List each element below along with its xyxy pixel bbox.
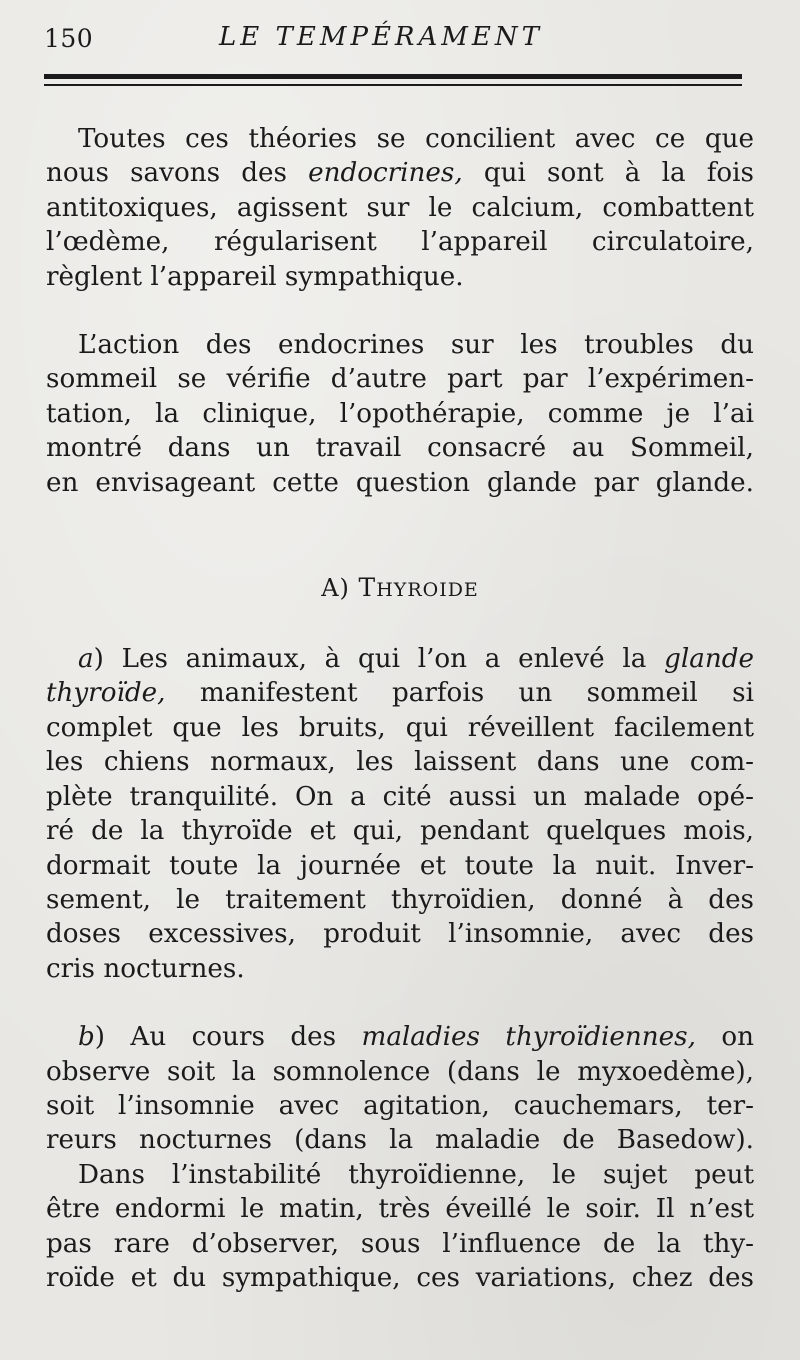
text-line xyxy=(46,642,754,676)
paragraph-5 xyxy=(46,1158,754,1296)
text-line: règlent l’appareil sympathique. xyxy=(46,261,464,292)
text-line: être endormi le matin, très éveillé le soir. Il n’est xyxy=(46,1194,754,1225)
text-line xyxy=(46,156,754,190)
page-header xyxy=(44,20,744,60)
page-number: 150 xyxy=(44,24,94,53)
section-heading-prefix: A) xyxy=(321,574,359,603)
running-title: LE TEMPÉRAMENT xyxy=(219,22,543,52)
paragraph-4 xyxy=(46,1020,754,1158)
text-line: complet que les bruits, qui réveillent facilement xyxy=(46,712,754,743)
section-heading-rest: HYROIDE xyxy=(376,579,479,602)
paragraph-gap xyxy=(46,986,754,1020)
item-letter: b xyxy=(78,1022,95,1053)
text-line: en envisageant cette question glande par glande. xyxy=(46,467,754,498)
text-run: manifestent parfois un sommeil si xyxy=(165,678,754,709)
text-line: plète tranquilité. On a cité aussi un malade opé- xyxy=(46,781,754,812)
text-line: Toutes ces théories se concilient avec ce que xyxy=(78,124,754,154)
text-line: montré dans un travail consacré au Sommeil, xyxy=(46,433,754,464)
text-line xyxy=(46,676,754,710)
text-line: tation, la clinique, l’opothérapie, comme je l’ai xyxy=(46,398,754,429)
text-line: roïde et du sympathique, ces variations, chez des xyxy=(46,1262,754,1293)
paragraph-gap xyxy=(46,606,754,642)
italic-term: maladies thyroïdiennes, xyxy=(361,1022,696,1053)
text-line: dormait toute la journée et toute la nuit. Inver- xyxy=(46,850,754,881)
text-line: Dans l’instabilité thyroïdienne, le sujet peut xyxy=(78,1159,754,1190)
text-line: sommeil se vérifie d’autre part par l’expérimen- xyxy=(46,364,754,395)
text-run: on xyxy=(695,1022,754,1053)
text-run: ) Les animaux, à qui l’on a enlevé la xyxy=(93,644,665,675)
section-heading xyxy=(46,570,754,606)
text-line xyxy=(46,1020,754,1054)
text-line: L’action des endocrines sur les troubles du xyxy=(78,330,754,361)
text-run: ) Au cours des xyxy=(94,1022,362,1053)
text-run: qui sont à la fois xyxy=(462,158,754,189)
section-gap xyxy=(46,500,754,570)
paragraph-1 xyxy=(46,122,754,294)
header-rule-thick xyxy=(44,74,742,79)
section-heading-initial: T xyxy=(358,573,377,603)
italic-term: endocrines, xyxy=(308,158,463,189)
text-run: nous savons des xyxy=(46,158,309,189)
text-line: soit l’insomnie avec agitation, cauchemars, ter- xyxy=(46,1090,754,1121)
text-line: antitoxiques, agissent sur le calcium, combattent xyxy=(46,192,754,223)
paragraph-3 xyxy=(46,642,754,986)
text-line: ré de la thyroïde et qui, pendant quelques mois, xyxy=(46,816,754,847)
text-line: les chiens normaux, les laissent dans une com- xyxy=(46,747,754,778)
text-line: pas rare d’observer, sous l’influence de la thy- xyxy=(46,1228,754,1259)
header-rule-thin xyxy=(44,84,742,86)
text-line: cris nocturnes. xyxy=(46,953,245,984)
item-letter: a xyxy=(78,644,94,675)
italic-term: glande xyxy=(664,644,754,675)
text-line: observe soit la somnolence (dans le myxoedème), xyxy=(46,1056,754,1087)
italic-term: thyroïde, xyxy=(46,678,166,709)
text-line: sement, le traitement thyroïdien, donné à des xyxy=(46,884,754,915)
text-line: reurs nocturnes (dans la maladie de Basedow). xyxy=(46,1125,754,1156)
text-line: doses excessives, produit l’insomnie, avec des xyxy=(46,919,754,950)
paragraph-2 xyxy=(46,328,754,500)
text-line: l’œdème, régularisent l’appareil circulatoire, xyxy=(46,227,754,258)
paragraph-gap xyxy=(46,294,754,328)
body-text xyxy=(46,122,754,1295)
